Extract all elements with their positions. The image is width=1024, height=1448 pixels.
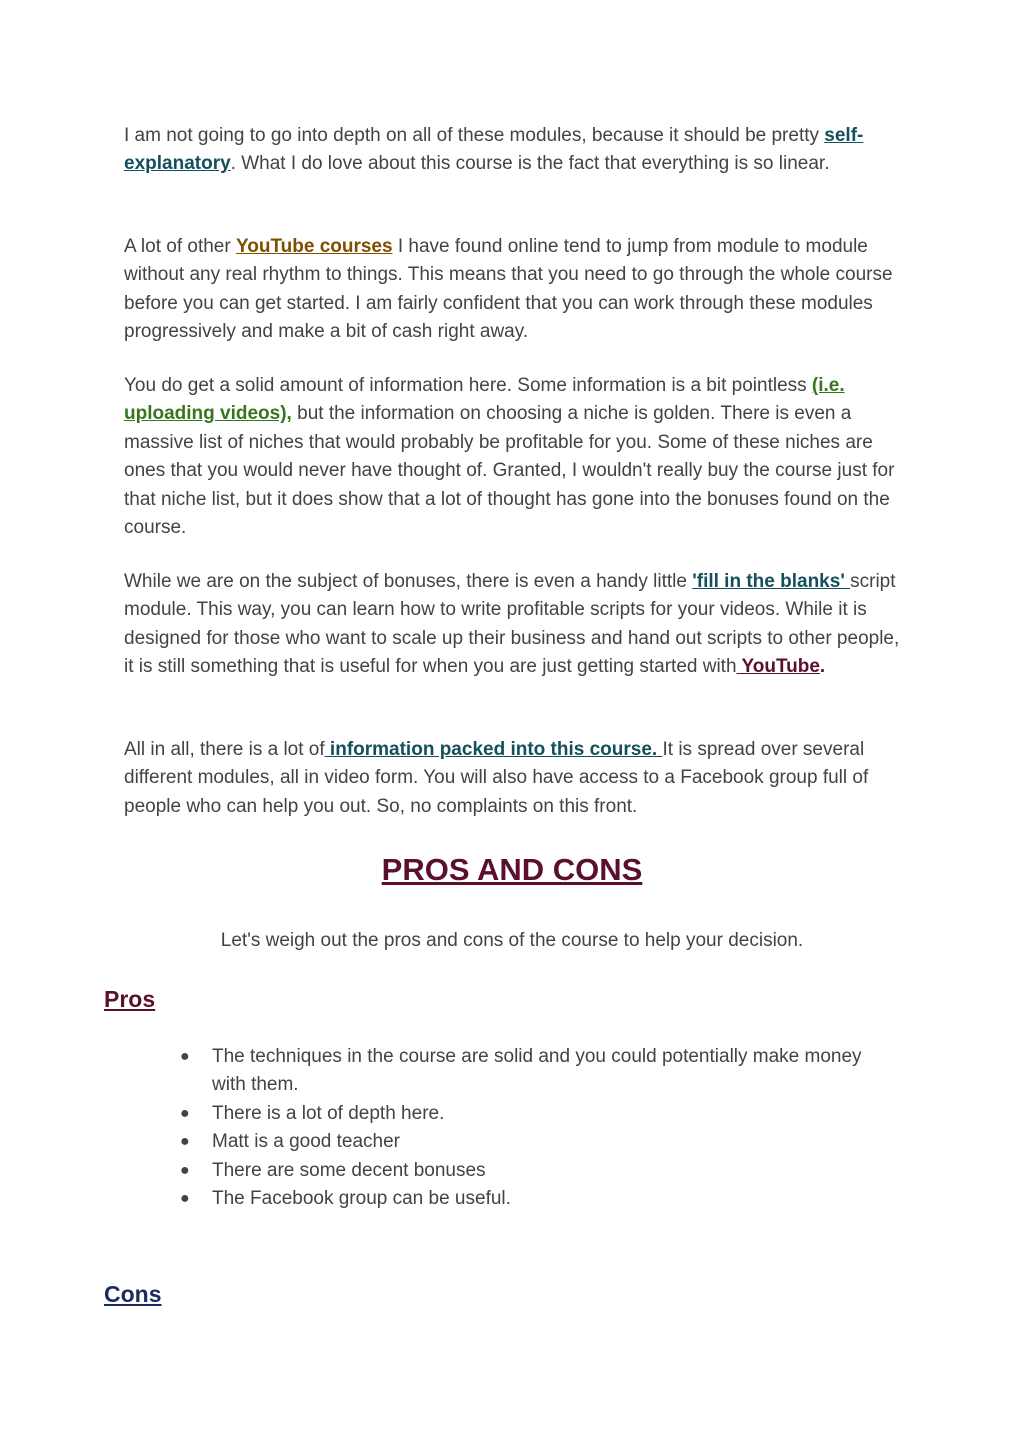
link-information-packed[interactable]: information packed into this course. [324,739,663,760]
list-item [180,1100,880,1128]
paragraph-text: You do get a solid amount of information here. Some information is a bit pointless [124,375,812,396]
bullet-icon: ● [180,1190,190,1208]
paragraph-text: While we are on the subject of bonuses, there is even a handy little [124,571,693,592]
paragraph-modules [124,122,914,179]
section-intro: Let's weigh out the pros and cons of the course to help your decision. [220,930,804,951]
pros-list [180,1043,880,1213]
paragraph-text: . [819,656,826,678]
bullet-icon: ● [180,1133,190,1151]
link-self-explanatory[interactable]: self-explanatory [124,125,864,175]
paragraph-text: I am not going to go into depth on all of these modules, because it should be pretty [124,125,825,146]
paragraph-information [124,372,914,542]
paragraph-text: All in all, there is a lot of [124,739,325,760]
bullet-icon: ● [180,1104,190,1122]
link-fill-in-the-blanks[interactable]: 'fill in the blanks' [692,571,851,592]
list-item [180,1157,880,1185]
paragraph-other-courses [124,233,914,347]
paragraph-text: but the information on choosing a niche is golden. There is even a massive list of niches that would probably be profitable for you. Some of these niches are ones that you would never have thought of. Granted, I wouldn't really buy the course just for that niche list, but it does show that a lot of thought has gone into the bonuses found on the course. [124,403,895,539]
list-item [180,1043,880,1100]
list-item [180,1128,880,1156]
paragraph-text: . What I do love about this course is the fact that everything is so linear. [230,153,830,175]
link-youtube[interactable]: YouTube [736,656,820,678]
list-item-text: The Facebook group can be useful. [212,1188,511,1210]
bullet-icon: ● [180,1161,190,1179]
list-item-text: There is a lot of depth here. [212,1102,445,1124]
section-heading: PROS AND CONS [381,852,643,887]
paragraph-bonuses [124,568,914,682]
list-item-text: There are some decent bonuses [212,1159,486,1181]
paragraph-text: It is spread over several different modules, all in video form. You will also have access to a Facebook group full of people who can help you out. So, no complaints on this front. [124,739,869,817]
link-youtube-courses[interactable]: YouTube courses [235,236,393,257]
cons-heading: Cons [104,1281,162,1307]
link-uploading-videos[interactable]: (i.e. uploading videos), [124,375,845,425]
paragraph-text: script module. This way, you can learn how to write profitable scripts for your videos. While it is designed for those who want to scale up their business and hand out scripts to other people, it is still something that is useful for when you are just getting started with [124,571,900,678]
list-item-text: Matt is a good teacher [212,1131,400,1153]
paragraph-text: A lot of other [124,236,236,257]
paragraph-text: I have found online tend to jump from module to module without any real rhythm to things. This means that you need to go through the whole course before you can get started. I am fairly confident that you can work through these modules progressively and make a bit of cash right away. [124,236,893,343]
pros-heading: Pros [104,986,156,1012]
paragraph-all-in-all [124,736,914,821]
list-item-text: The techniques in the course are solid and you could potentially make money with them. [212,1046,862,1096]
bullet-icon: ● [180,1048,190,1065]
list-item [180,1185,880,1213]
